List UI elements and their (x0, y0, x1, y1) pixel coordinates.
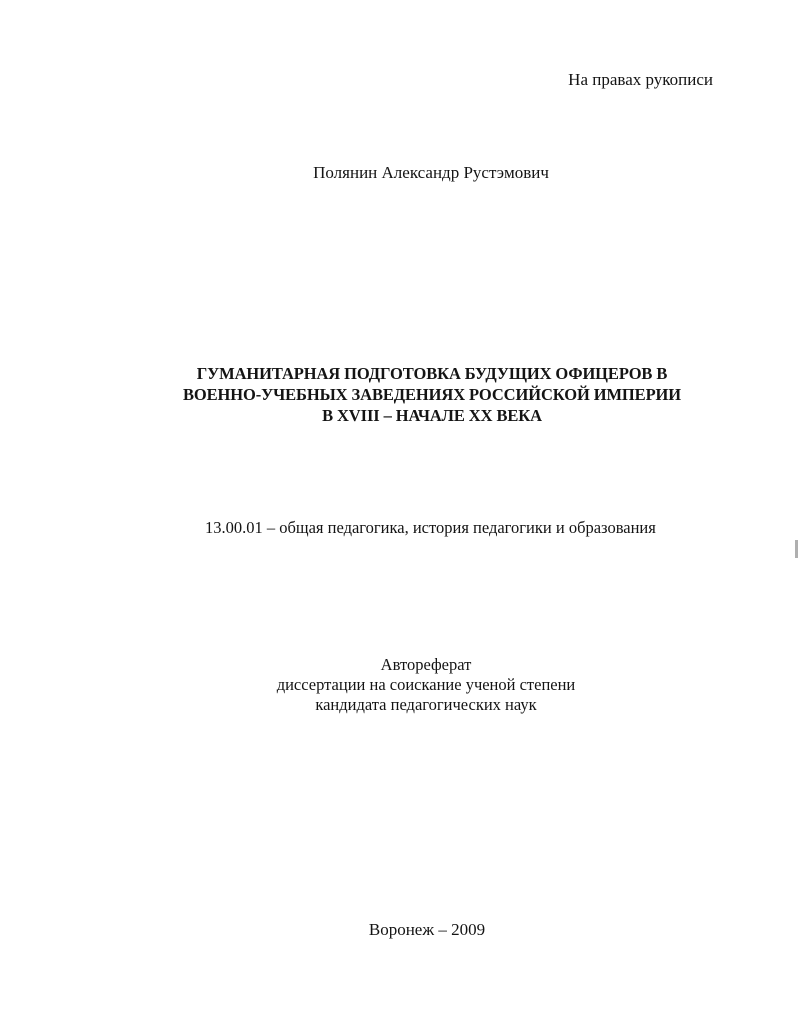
abstract-line: Автореферат (380, 655, 472, 674)
author-name: Полянин Александр Рустэмович (313, 163, 549, 182)
abstract-line: диссертации на соискание ученой степени (276, 675, 576, 694)
dissertation-title (0, 363, 800, 426)
abstract-description (0, 655, 800, 715)
rights-notice: На правах рукописи (568, 70, 713, 89)
title-line: ГУМАНИТАРНАЯ ПОДГОТОВКА БУДУЩИХ ОФИЦЕРОВ В (196, 364, 668, 383)
specialty-code: 13.00.01 – общая педагогика, история педагогики и образования (205, 518, 656, 537)
scan-edge-mark (795, 540, 798, 558)
title-line: ВОЕННО-УЧЕБНЫХ ЗАВЕДЕНИЯХ РОССИЙСКОЙ ИМПЕРИИ (182, 385, 682, 404)
title-line: В XVIII – НАЧАЛЕ XX ВЕКА (322, 406, 542, 425)
abstract-line: кандидата педагогических наук (315, 695, 537, 714)
city-year: Воронеж – 2009 (368, 920, 486, 939)
